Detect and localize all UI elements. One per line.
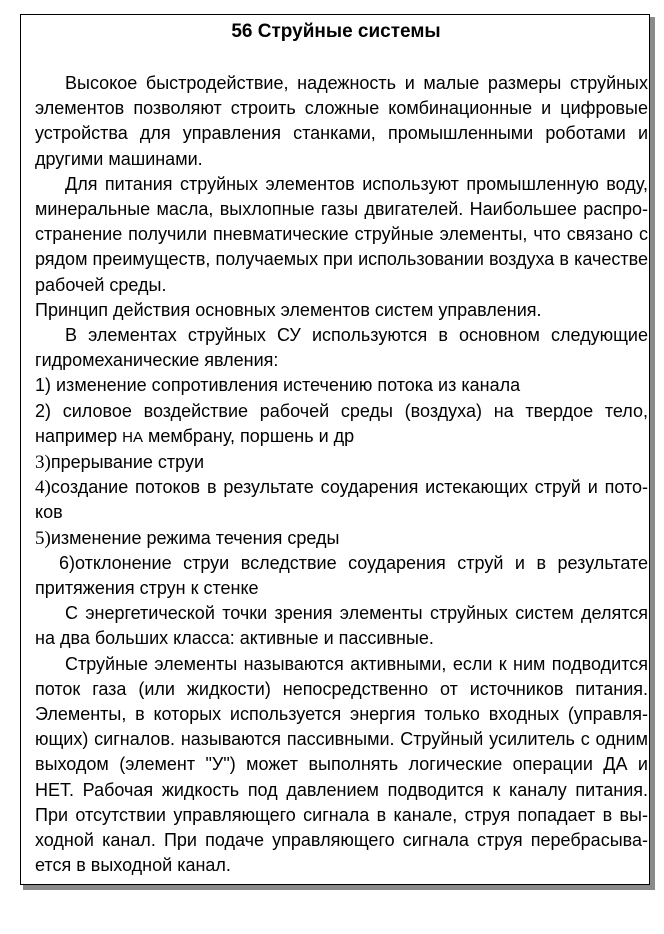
paragraph-principle: Принцип действия основных элементов систем управления. [35,299,542,320]
list-item-2-text-a: 2) силовое воздействие рабочей среды (воздуха) на твердое тело, например [35,400,648,446]
list-item-5-number: 5) [35,527,51,549]
list-item-2-text-b: мембрану, поршень и др [143,425,355,446]
list-item-3 [35,450,648,475]
list-item-2 [35,399,648,450]
list-item-4-text: создание потоков в результате соударения истекающих струй и потоков [35,477,648,523]
list-item-3-number: 3) [35,452,51,474]
list-item-1: 1) изменение сопротивления истечению потока из канала [35,375,521,396]
page-shadow-bottom [23,885,655,890]
paragraph-classes: С энергетической точки зрения элементы струйных систем делятся на два больших класса: активные и пассивные. [35,603,648,649]
list-item-5-text: изменение режима течения среды [50,527,340,548]
paragraph-power-supply: Для питания струйных элементов используют промышленную воду, минеральные масла, выхлопные газы двигателей. Наибольшее распространение получили пневматические струйные элементы, что связано с рядом преимуществ, получаемых при использовании воздуха в качестве рабочей среды. [35,173,648,295]
paragraph-phenomena: В элементах струйных СУ используются в основном следующие гидромеханические явления: [35,325,648,371]
document-body [35,71,648,879]
list-item-3-text: прерывание струи [50,452,205,473]
page-title: 56 Струйные системы [231,21,441,42]
paragraph-intro: Высокое быстродействие, надежность и малые размеры струйных элементов позволяют строить сложные комбинационные и цифровые устройства для управления станками, промышленными роботами и другими машинами. [35,73,648,169]
list-item-6: 6)отклонение струи вследствие соударения струй и в результате притяжения струн к стенке [35,552,648,599]
list-item-4 [35,475,648,525]
page-shadow-right [650,17,655,888]
document-page [20,14,650,885]
list-item-2-abbr: НА [122,428,144,446]
paragraph-active-passive: Струйные элементы называются активными, если к ним подводится поток газа (или жидкости) непосредственно от источников питания. Элементы, в которых используется энергия только входных (управляющих) сигналов. называются пассивными. Струйный усилитель с одним выходом (элемент "У") может выполнять логические операции ДА и НЕТ. Рабочая жидкость под давлением подводится к каналу питания. При отсутствии управляющего сигнала в канале, струя попадает в выходной канал. При подаче управляющего сигнала струя перебрасывается в выходной канал. [35,653,648,876]
list-item-5 [35,526,648,551]
list-item-4-number: 4) [35,477,51,499]
